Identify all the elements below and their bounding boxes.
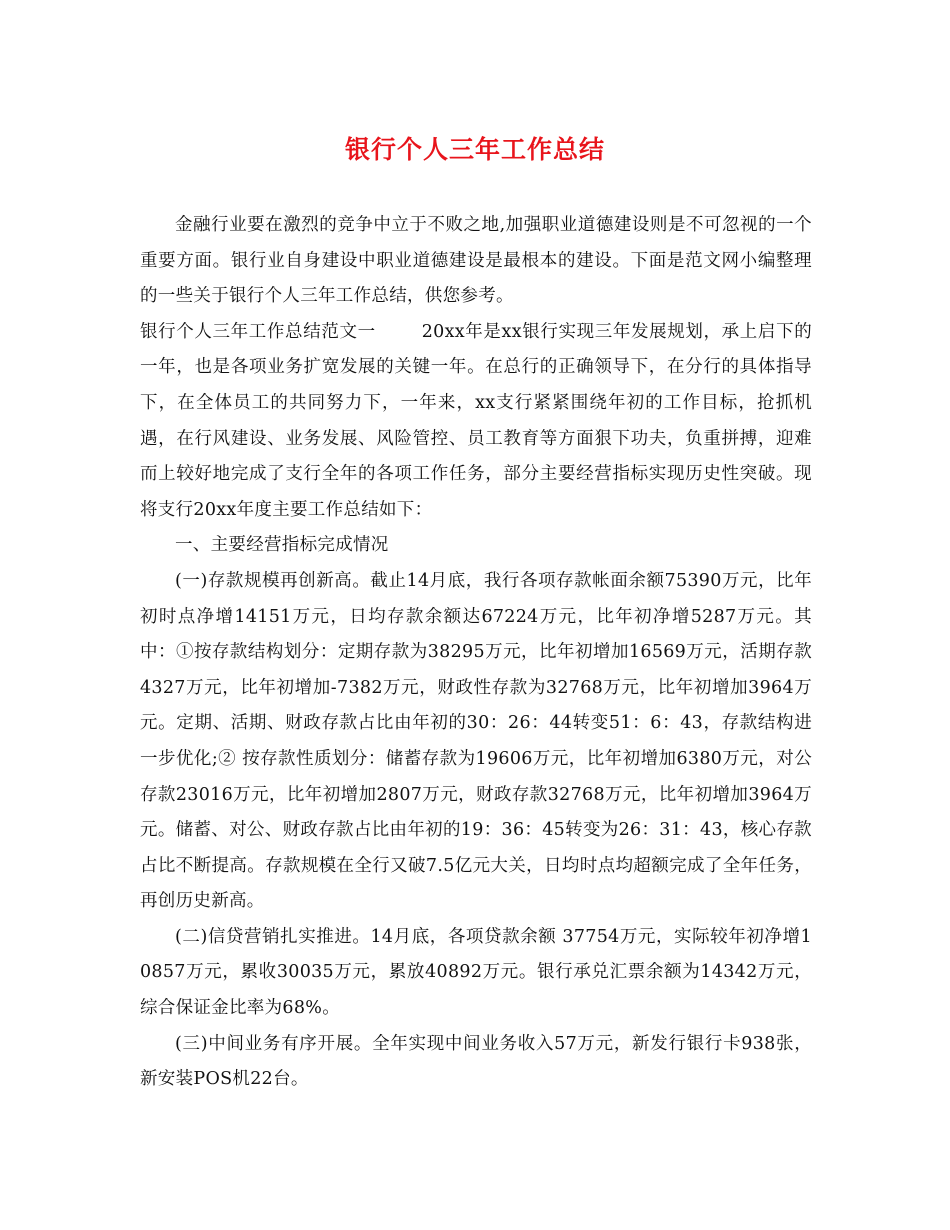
intro-paragraph: 金融行业要在激烈的竞争中立于不败之地,加强职业道德建设则是不可忽视的一个重要方面。银行业自身建设中职业道德建设是最根本的建设。下面是范文网小编整理的一些关于银行个人三年工作总结，供您参考。 <box>140 215 812 307</box>
section-heading-one: 一、主要经营指标完成情况 <box>175 535 389 556</box>
document-body <box>140 208 812 1098</box>
document-title: 银行个人三年工作总结 <box>344 135 605 164</box>
sample-intro-text: 20xx年是xx银行实现三年发展规划，承上启下的一年，也是各项业务扩宽发展的关键一年。在总行的正确领导下，在分行的具体指导下，在全体员工的共同努力下，一年来，xx支行紧紧围绕年初的工作目标，抢抓机遇，在行风建设、业务发展、风险管控、员工教育等方面狠下功夫，负重拼搏，迎难而上较好地完成了支行全年的各项工作任务，部分主要经营指标实现历史性突破。现将支行20xx年度主要工作总结如下： <box>140 321 812 520</box>
intermediate-business-paragraph: (三)中间业务有序开展。全年实现中间业务收入57万元，新发行银行卡938张，新安装POS机22台。 <box>140 1033 812 1090</box>
loans-paragraph: (二)信贷营销扎实推进。14月底，各项贷款余额 37754万元，实际较年初净增10857万元，累收30035万元，累放40892万元。银行承兑汇票余额为14342万元，综合保证金比率为68%。 <box>140 926 812 1019</box>
deposits-paragraph: (一)存款规模再创新高。截止14月底，我行各项存款帐面余额75390万元，比年初时点净增14151万元，日均存款余额达67224万元，比年初净增5287万元。其中：①按存款结构划分：定期存款为38295万元，比年初增加16569万元，活期存款4327万元，比年初增加-7382万元，财政性存款为32768万元，比年初增加3964万元。定期、活期、财政存款占比由年初的30：26：44转变51：6：43，存款结构进一步优化;② 按存款性质划分：储蓄存款为19606万元，比年初增加6380万元，对公存款23016万元，比年初增加2807万元，财政存款32768万元，比年初增加3964万元。储蓄、对公、财政存款占比由年初的19：36：45转变为26：31：43，核心存款占比不断提高。存款规模在全行又破7.5亿元大关，日均时点均超额完成了全年任务，再创历史新高。 <box>140 570 812 912</box>
sample-heading: 银行个人三年工作总结范文一 <box>140 321 376 342</box>
sample-paragraph <box>140 315 812 529</box>
